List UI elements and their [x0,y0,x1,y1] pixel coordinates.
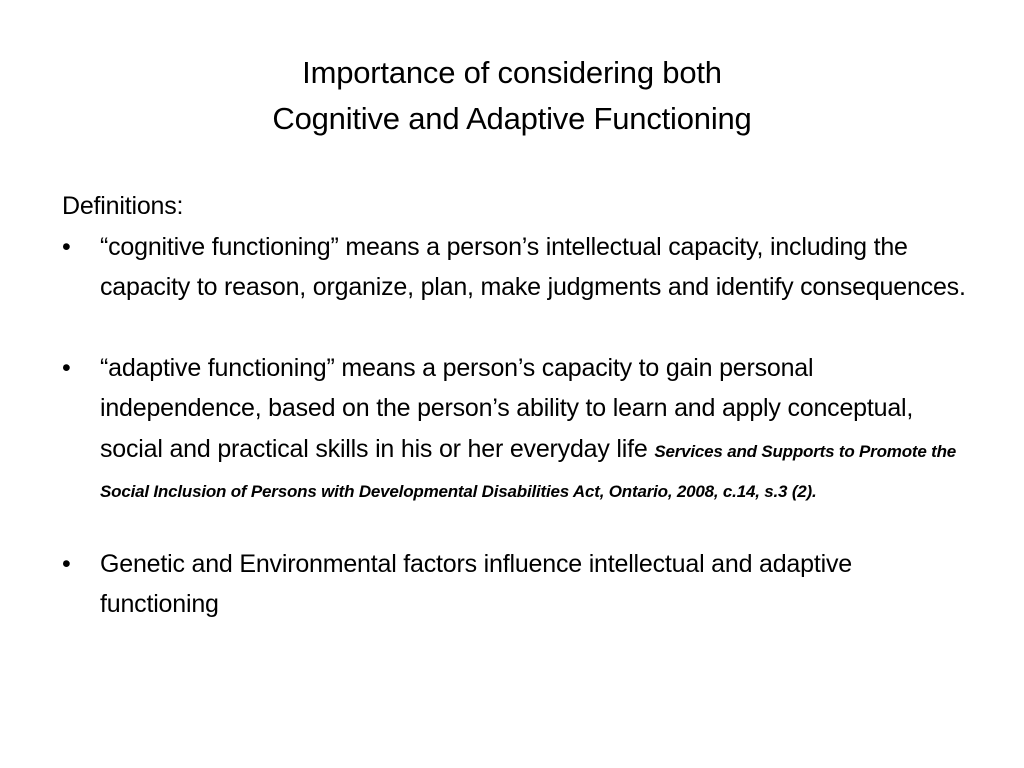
title-line-2: Cognitive and Adaptive Functioning [272,101,752,136]
title-line-1: Importance of considering both [302,55,722,90]
bullet-item-adaptive [62,348,972,510]
bullet-text: “adaptive functioning” means a person’s capacity to gain personal independence, based on the person’s ability to learn and apply conceptual, social and practical skills in his or her everyday life [100,353,914,463]
bullet-icon: • [62,353,71,382]
bullet-item-factors [62,544,972,625]
legal-citation: Services and Supports to Promote the Social Inclusion of Persons with Developmental Disabilities Act, Ontario, 2008, c.14, s.3 (2). [100,441,957,501]
slide-body [62,186,972,625]
bullet-text: “cognitive functioning” means a person’s intellectual capacity, including the capacity to reason, organize, plan, make judgments and identify consequences. [100,232,966,301]
bullet-icon: • [62,232,71,261]
bullet-item-cognitive [62,227,972,308]
bullet-icon: • [62,549,71,578]
slide-title [60,50,964,142]
bullet-text: Genetic and Environmental factors influence intellectual and adaptive functioning [100,549,852,618]
definitions-heading: Definitions: [62,192,184,220]
